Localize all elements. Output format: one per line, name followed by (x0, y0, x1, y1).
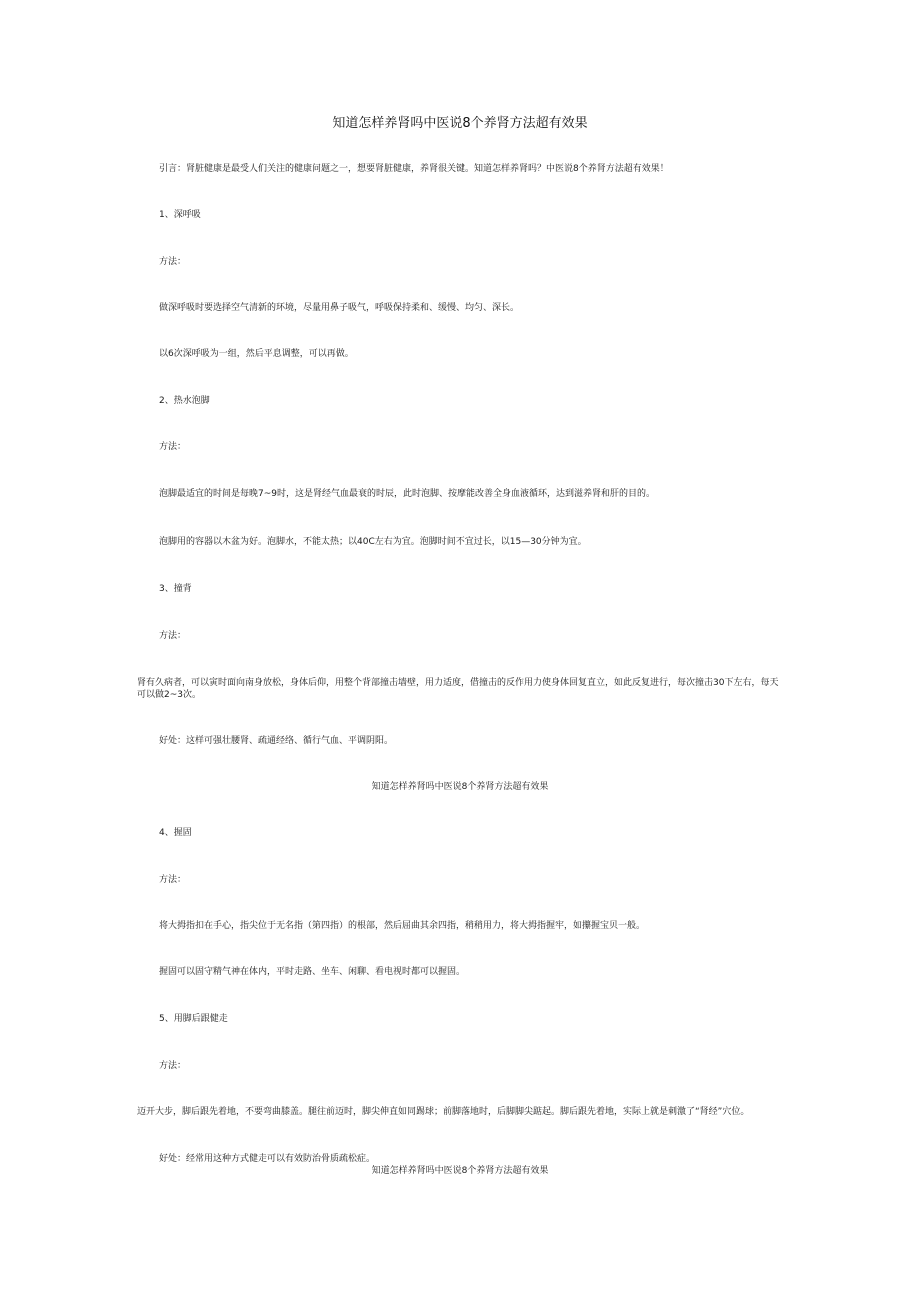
page-title: 知道怎样养肾吗中医说8个养肾方法超有效果 (332, 116, 588, 131)
section-2-method-label: 方法： (159, 442, 187, 452)
section-1-method-label: 方法： (159, 257, 187, 267)
section-3-heading: 3、撞背 (159, 584, 192, 594)
section-1-heading: 1、深呼吸 (159, 210, 201, 220)
repeated-title-2: 知道怎样养肾吗中医说8个养肾方法超有效果 (371, 1166, 549, 1176)
section-2-paragraph-1: 泡脚最适宜的时间是每晚7~9时，这是肾经气血最衰的时辰，此时泡脚、按摩能改善全身血液循环，达到滋养肾和肝的目的。 (159, 489, 655, 499)
section-1-paragraph-2: 以6次深呼吸为一组，然后平息调整，可以再做。 (159, 349, 354, 359)
section-5-heading: 5、用脚后跟健走 (159, 1014, 228, 1024)
section-5-paragraph-1: 迈开大步，脚后跟先着地，不要弯曲膝盖。腿往前迈时，脚尖伸直如同踢球；前脚落地时，后脚脚尖踮起。脚后跟先着地，实际上就是刺激了“肾经”穴位。 (137, 1107, 750, 1117)
section-3-method-label: 方法： (159, 631, 187, 641)
section-4-paragraph-2: 握固可以固守精气神在体内，平时走路、坐车、闲聊、看电视时都可以握固。 (159, 967, 466, 977)
repeated-title-1: 知道怎样养肾吗中医说8个养肾方法超有效果 (371, 782, 549, 792)
section-4-method-label: 方法： (159, 875, 187, 885)
section-1-paragraph-1: 做深呼吸时要选择空气清新的环境，尽量用鼻子吸气，呼吸保持柔和、缓慢、均匀、深长。 (159, 303, 520, 313)
section-3-benefit: 好处：这样可强壮腰肾、疏通经络、循行气血、平调阴阳。 (159, 736, 394, 746)
section-5-method-label: 方法： (159, 1061, 187, 1071)
section-2-heading: 2、热水泡脚 (159, 396, 210, 406)
intro-paragraph: 引言：肾脏健康是最受人们关注的健康问题之一，想要肾脏健康，养肾很关键。知道怎样养肾吗？中医说8个养肾方法超有效果！ (159, 164, 669, 174)
section-4-paragraph-1: 将大拇指扣在手心，指尖位于无名指（第四指）的根部，然后屈曲其余四指，稍稍用力，将大拇指握牢，如攥握宝贝一般。 (159, 921, 646, 931)
section-4-heading: 4、握固 (159, 828, 192, 838)
section-2-paragraph-2: 泡脚用的容器以木盆为好。泡脚水，不能太热；以40C左右为宜。泡脚时间不宜过长，以15—30分钟为宜。 (159, 537, 587, 547)
section-3-paragraph-1: 肾有久病者，可以寅时面向南身放松，身体后仰，用整个背部撞击墙壁，用力适度，借撞击的反作用力使身体回复直立，如此反复进行，每次撞击30下左右，每天可以做2~3次。 (137, 678, 779, 700)
section-5-benefit: 好处：经常用这种方式健走可以有效防治骨质疏松症。 (159, 1154, 376, 1164)
